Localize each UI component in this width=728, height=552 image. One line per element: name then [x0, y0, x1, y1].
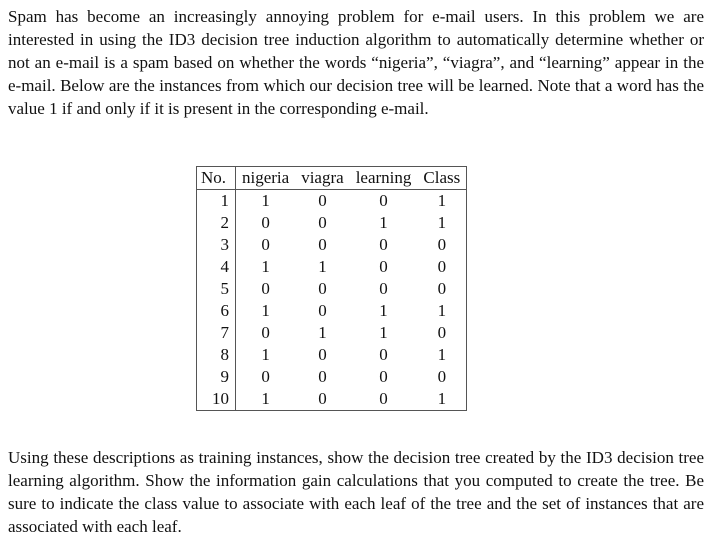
cell-nigeria: 1 — [261, 257, 270, 276]
cell-class: 1 — [437, 213, 447, 232]
cell-learning: 1 — [379, 213, 388, 232]
cell-viagra: 0 — [318, 213, 327, 232]
cell-learning: 0 — [379, 345, 388, 364]
table-row — [197, 344, 467, 366]
cell-learning: 0 — [379, 257, 388, 276]
cell-class: 1 — [437, 191, 447, 210]
cell-class: 0 — [437, 279, 447, 298]
cell-viagra: 0 — [318, 235, 327, 254]
table-row — [197, 256, 467, 278]
cell-learning: 0 — [379, 389, 388, 408]
problem-task-paragraph: Using these descriptions as training instances, show the decision tree created by the ID3 decision tree learning algorithm. Show the information gain calculations that you computed to create the tree. Be sure to indicate the class value to associate with each leaf of the tree and the set of instances that are associated with each leaf. — [8, 448, 704, 536]
cell-learning: 1 — [379, 301, 388, 320]
training-instances-table-container — [196, 166, 467, 411]
cell-class: 1 — [437, 301, 447, 320]
header-no: No. — [197, 167, 236, 190]
cell-nigeria: 1 — [261, 345, 270, 364]
cell-viagra: 0 — [318, 345, 327, 364]
cell-no: 3 — [197, 234, 236, 256]
cell-viagra: 0 — [318, 279, 327, 298]
header-learning: learning — [350, 167, 418, 190]
cell-learning: 1 — [379, 323, 388, 342]
table-header-row — [197, 167, 467, 190]
table-row — [197, 300, 467, 322]
cell-viagra: 1 — [318, 257, 327, 276]
cell-no: 8 — [197, 344, 236, 366]
cell-nigeria: 0 — [261, 367, 270, 386]
cell-no: 9 — [197, 366, 236, 388]
cell-no: 6 — [197, 300, 236, 322]
table-row — [197, 234, 467, 256]
cell-class: 1 — [437, 345, 447, 364]
problem-intro-paragraph: Spam has become an increasingly annoying problem for e-mail users. In this problem we are interested in using the ID3 decision tree induction algorithm to automatically determine whether or not an e-mail is a spam based on whether the words “nigeria”, “viagra”, and “learning” appear in the e-mail. Below are the instances from which our decision tree will be learned. Note that a word has the value 1 if and only if it is present in the corresponding e-mail. — [8, 7, 704, 118]
cell-class: 1 — [437, 389, 447, 408]
cell-learning: 0 — [379, 191, 388, 210]
table-row — [197, 366, 467, 388]
cell-nigeria: 0 — [261, 323, 270, 342]
cell-viagra: 0 — [318, 301, 327, 320]
training-instances-table — [196, 166, 467, 411]
cell-no: 4 — [197, 256, 236, 278]
cell-nigeria: 0 — [261, 213, 270, 232]
cell-viagra: 0 — [318, 389, 327, 408]
header-viagra: viagra — [295, 167, 349, 190]
cell-nigeria: 1 — [261, 389, 270, 408]
cell-learning: 0 — [379, 235, 388, 254]
cell-class: 0 — [437, 235, 447, 254]
cell-learning: 0 — [379, 367, 388, 386]
cell-nigeria: 0 — [261, 279, 270, 298]
table-row — [197, 278, 467, 300]
cell-class: 0 — [437, 323, 447, 342]
cell-no: 5 — [197, 278, 236, 300]
cell-no: 1 — [197, 190, 236, 213]
table-row — [197, 190, 467, 213]
cell-viagra: 0 — [318, 367, 327, 386]
cell-learning: 0 — [379, 279, 388, 298]
cell-class: 0 — [437, 257, 447, 276]
table-row — [197, 212, 467, 234]
cell-no: 10 — [197, 388, 236, 411]
cell-no: 2 — [197, 212, 236, 234]
cell-class: 0 — [437, 367, 447, 386]
cell-viagra: 1 — [318, 323, 327, 342]
cell-nigeria: 1 — [261, 191, 270, 210]
header-nigeria: nigeria — [236, 167, 296, 190]
cell-no: 7 — [197, 322, 236, 344]
header-class: Class — [417, 167, 466, 190]
table-row — [197, 322, 467, 344]
cell-nigeria: 1 — [261, 301, 270, 320]
cell-viagra: 0 — [318, 191, 327, 210]
table-row — [197, 388, 467, 411]
cell-nigeria: 0 — [261, 235, 270, 254]
